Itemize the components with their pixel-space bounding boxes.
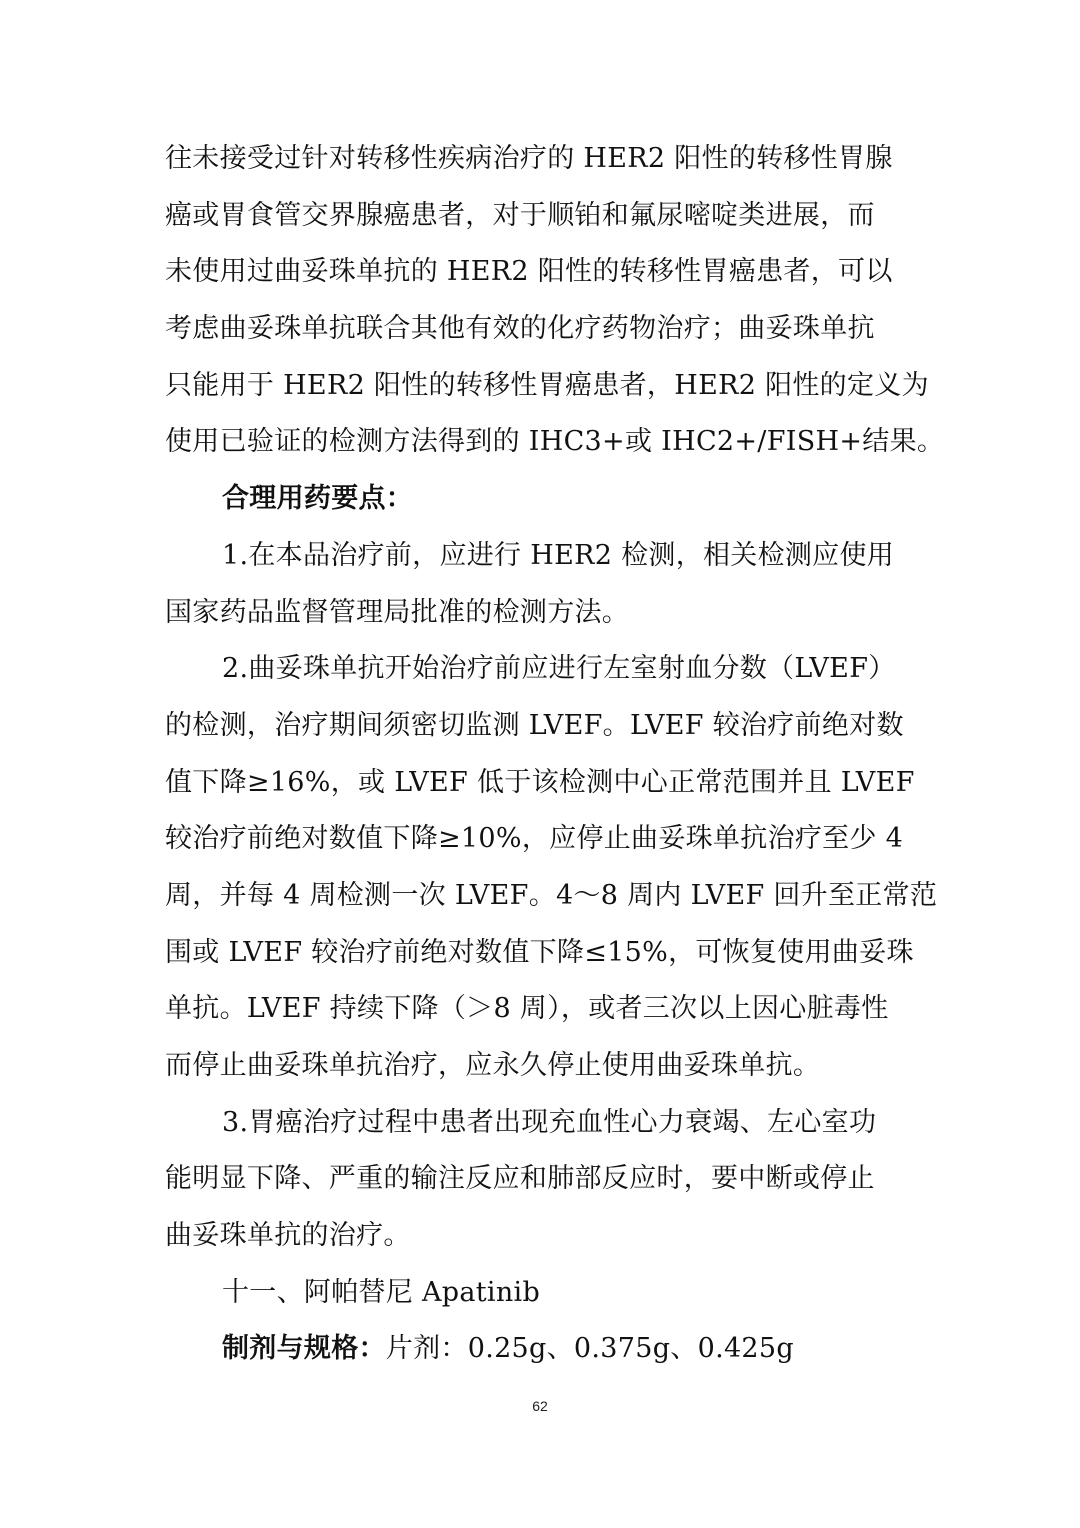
text-line: 国家药品监督管理局批准的检测方法。 xyxy=(165,596,630,628)
text-line: 3.胃癌治疗过程中患者出现充血性心力衰竭、左心室功 xyxy=(222,1106,877,1138)
text-line: 的检测，治疗期间须密切监测 LVEF。LVEF 较治疗前绝对数 xyxy=(165,709,904,741)
section-heading-rational-use: 合理用药要点： xyxy=(222,483,414,515)
text-line: 往未接受过针对转移性疾病治疗的 HER2 阳性的转移性胃腺 xyxy=(165,143,893,174)
drug-heading-apatinib: 十一、阿帕替尼 Apatinib xyxy=(222,1276,541,1308)
text-line: 只能用于 HER2 阳性的转移性胃癌患者，HER2 阳性的定义为 xyxy=(165,369,929,401)
text-line: 值下降≥16%，或 LVEF 低于该检测中心正常范围并且 LVEF xyxy=(165,766,915,798)
text-line: 癌或胃食管交界腺癌患者，对于顺铂和氟尿嘧啶类进展，而 xyxy=(165,199,875,231)
text-line: 而停止曲妥珠单抗治疗，应永久停止使用曲妥珠单抗。 xyxy=(165,1050,821,1081)
spec-value: 片剂：0.25g、0.375g、0.425g xyxy=(385,1333,794,1365)
text-line: 较治疗前绝对数值下降≥10%，应停止曲妥珠单抗治疗至少 4 xyxy=(165,823,904,855)
text-line: 2.曲妥珠单抗开始治疗前应进行左室射血分数（LVEF） xyxy=(222,653,896,685)
text-line: 未使用过曲妥珠单抗的 HER2 阳性的转移性胃癌患者，可以 xyxy=(165,256,893,288)
page-number: 62 xyxy=(532,1398,548,1414)
document-body xyxy=(165,131,945,1378)
text-line: 使用已验证的检测方法得到的 IHC3+或 IHC2+/FISH+结果。 xyxy=(165,426,945,458)
text-line: 能明显下降、严重的输注反应和肺部反应时，要中断或停止 xyxy=(165,1163,875,1195)
spec-line xyxy=(165,1321,925,1378)
text-line: 周，并每 4 周检测一次 LVEF。4～8 周内 LVEF 回升至正常范 xyxy=(165,879,938,911)
text-line: 曲妥珠单抗的治疗。 xyxy=(165,1220,411,1252)
spec-label: 制剂与规格： xyxy=(222,1333,386,1365)
text-line: 考虑曲妥珠单抗联合其他有效的化疗药物治疗；曲妥珠单抗 xyxy=(165,313,875,345)
text-line: 单抗。LVEF 持续下降（＞8 周），或者三次以上因心脏毒性 xyxy=(165,993,889,1025)
text-line: 围或 LVEF 较治疗前绝对数值下降≤15%，可恢复使用曲妥珠 xyxy=(165,936,914,968)
text-line: 1.在本品治疗前，应进行 HER2 检测，相关检测应使用 xyxy=(222,539,895,571)
